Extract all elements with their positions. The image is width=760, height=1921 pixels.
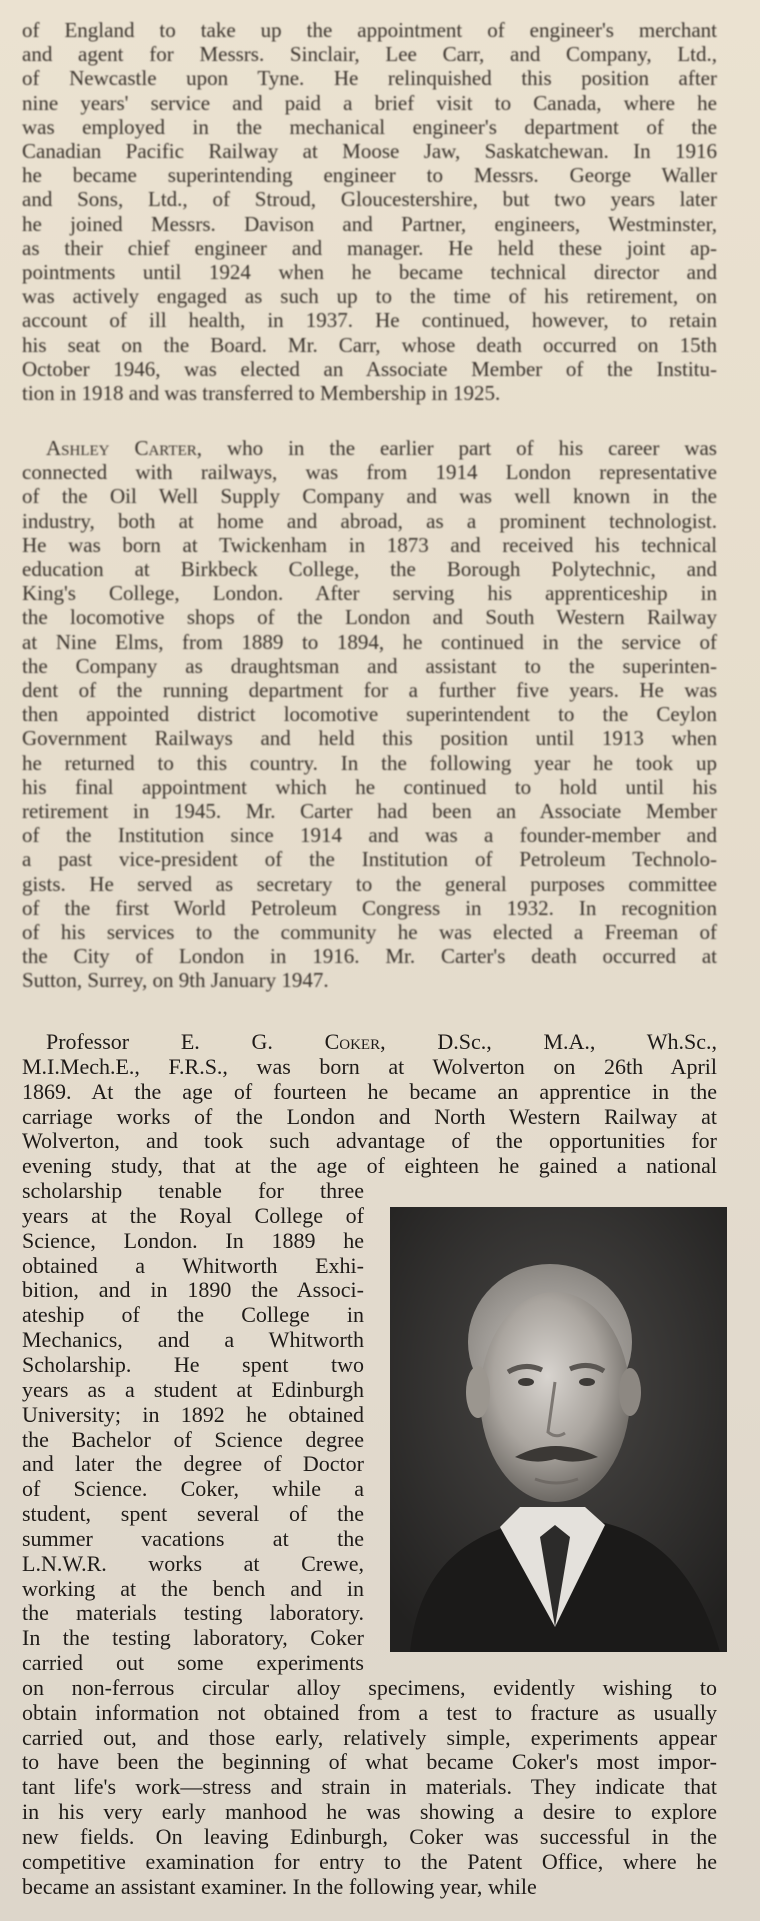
text-line: working at the bench and in [22, 1575, 364, 1601]
author-title: Professor E. G. [46, 1029, 325, 1054]
text-line: competitive examination for entry to the Patent Office, where he [22, 1848, 717, 1874]
text-line: was actively engaged as such up to the time of his retirement, on [22, 284, 717, 309]
text-line: industry, both at home and abroad, as a prominent technologist. [22, 508, 717, 533]
text-line: years at the Royal College of [22, 1202, 364, 1228]
text-line: the locomotive shops of the London and South Western Railway [22, 605, 717, 630]
text-line: carried out, and those early, relatively simple, experiments appear [22, 1724, 717, 1750]
text-line: of his services to the community he was elected a Freeman of [22, 920, 717, 945]
text-line: tant life's work—stress and strain in materials. They indicate that [22, 1774, 717, 1800]
text-line: Wolverton, and took such advantage of the opportunities for [22, 1128, 717, 1154]
text-line: of Newcastle upon Tyne. He relinquished this position after [22, 66, 717, 91]
text-line: Scholarship. He spent two [22, 1351, 364, 1377]
text-line: 1869. At the age of fourteen he became an apprentice in the [22, 1078, 717, 1104]
text-line: M.I.Mech.E., F.R.S., was born at Wolverton on 26th April [22, 1053, 717, 1079]
text-line: evening study, that at the age of eighteen he gained a national [22, 1153, 717, 1179]
text-line: new fields. On leaving Edinburgh, Coker was successful in the [22, 1824, 717, 1849]
text-line: he became superintending engineer to Messrs. George Waller [22, 163, 717, 188]
author-name: Ashley Carter [46, 436, 197, 460]
text-line: then appointed district locomotive superintendent to the Ceylon [22, 702, 717, 727]
text-line: retirement in 1945. Mr. Carter had been an Associate Member [22, 799, 717, 824]
text-line: October 1946, was elected an Associate Member of the Institu- [22, 356, 717, 381]
text-line: scholarship tenable for three [22, 1178, 364, 1204]
text-line: connected with railways, was from 1914 London representative [22, 460, 717, 485]
text-line: the City of London in 1916. Mr. Carter's death occurred at [22, 944, 717, 969]
text-line: tion in 1918 and was transferred to Membership in 1925. [22, 381, 501, 406]
text-line: Canadian Pacific Railway at Moose Jaw, Saskatchewan. In 1916 [22, 139, 717, 164]
text-line: ateship of the College in [22, 1302, 364, 1328]
text-line: carried out some experiments [22, 1650, 364, 1676]
author-name: Coker [324, 1029, 381, 1054]
text-line: University; in 1892 he obtained [22, 1401, 364, 1427]
text-line: of the Oil Well Supply Company and was well known in the [22, 484, 717, 509]
text-line: his final appointment which he continued to hold until his [22, 774, 717, 799]
text-line: he joined Messrs. Davison and Partner, engineers, Westminster, [22, 211, 717, 236]
paragraph-carr [22, 18, 717, 405]
text-line: nine years' service and paid a brief visit to Canada, where he [22, 90, 717, 115]
text-line: He was born at Twickenham in 1873 and received his technical [22, 532, 717, 557]
text-line: and Sons, Ltd., of Stroud, Gloucestershire, but two years later [22, 187, 717, 212]
text-line [22, 436, 717, 460]
text-line: gists. He served as secretary to the general purposes committee [22, 871, 717, 896]
text-line: of Science. Coker, while a [22, 1476, 364, 1502]
text-line: and agent for Messrs. Sinclair, Lee Carr, and Company, Ltd., [22, 42, 717, 67]
text-line: Science, London. In 1889 he [22, 1227, 364, 1253]
text-line: years as a student at Edinburgh [22, 1376, 364, 1402]
text-line: obtained a Whitworth Exhi- [22, 1252, 364, 1278]
text-line: his seat on the Board. Mr. Carr, whose death occurred on 15th [22, 332, 717, 357]
text-line: L.N.W.R. works at Crewe, [22, 1550, 364, 1576]
text-line: Mechanics, and a Whitworth [22, 1327, 364, 1353]
portrait-image [390, 1207, 727, 1652]
text-line: carriage works of the London and North Western Railway at [22, 1103, 717, 1129]
text-line: the materials testing laboratory. [22, 1600, 364, 1626]
text-line: became an assistant examiner. In the following year, while [22, 1873, 537, 1899]
text-line: Government Railways and held this position until 1913 when [22, 726, 717, 751]
text-line: King's College, London. After serving his apprenticeship in [22, 581, 717, 606]
portrait-photo [390, 1207, 727, 1652]
text-line: summer vacations at the [22, 1525, 364, 1551]
text-line: on non-ferrous circular alloy specimens, evidently wishing to [22, 1674, 717, 1700]
text-line: pointments until 1924 when he became technical director and [22, 260, 717, 285]
text-line: of the first World Petroleum Congress in 1932. In recognition [22, 895, 717, 920]
text-line: obtain information not obtained from a test to fracture as usually [22, 1699, 717, 1725]
text-line: a past vice-president of the Institution of Petroleum Technolo- [22, 847, 717, 872]
text-line: dent of the running department for a further five years. He was [22, 678, 717, 703]
text-line [22, 1030, 717, 1055]
line-text: , who in the earlier part of his career was [196, 436, 717, 460]
text-line: was employed in the mechanical engineer's department of the [22, 114, 717, 139]
text-line: as their chief engineer and manager. He held these joint ap- [22, 235, 717, 260]
text-line: at Nine Elms, from 1889 to 1894, he continued in the service of [22, 629, 717, 654]
text-line: bition, and in 1890 the Associ- [22, 1277, 364, 1303]
text-line: the Company as draughtsman and assistant to the superinten- [22, 653, 717, 678]
text-line: of England to take up the appointment of engineer's merchant [22, 18, 717, 42]
text-line: and later the degree of Doctor [22, 1451, 364, 1477]
text-line: student, spent several of the [22, 1501, 364, 1527]
text-line: education at Birkbeck College, the Borough Polytechnic, and [22, 557, 717, 582]
text-line: the Bachelor of Science degree [22, 1426, 364, 1452]
text-line: in his very early manhood he was showing a desire to explore [22, 1799, 717, 1825]
text-line: In the testing laboratory, Coker [22, 1625, 364, 1651]
text-line: of the Institution since 1914 and was a founder-member and [22, 823, 717, 848]
line-text: , D.Sc., M.A., Wh.Sc., [380, 1029, 717, 1054]
paragraph-carter [22, 436, 717, 993]
text-line: he returned to this country. In the following year he took up [22, 750, 717, 775]
text-line: to have been the beginning of what became Coker's most impor- [22, 1749, 717, 1775]
text-line: account of ill health, in 1937. He continued, however, to retain [22, 308, 717, 333]
text-line: Sutton, Surrey, on 9th January 1947. [22, 968, 329, 993]
